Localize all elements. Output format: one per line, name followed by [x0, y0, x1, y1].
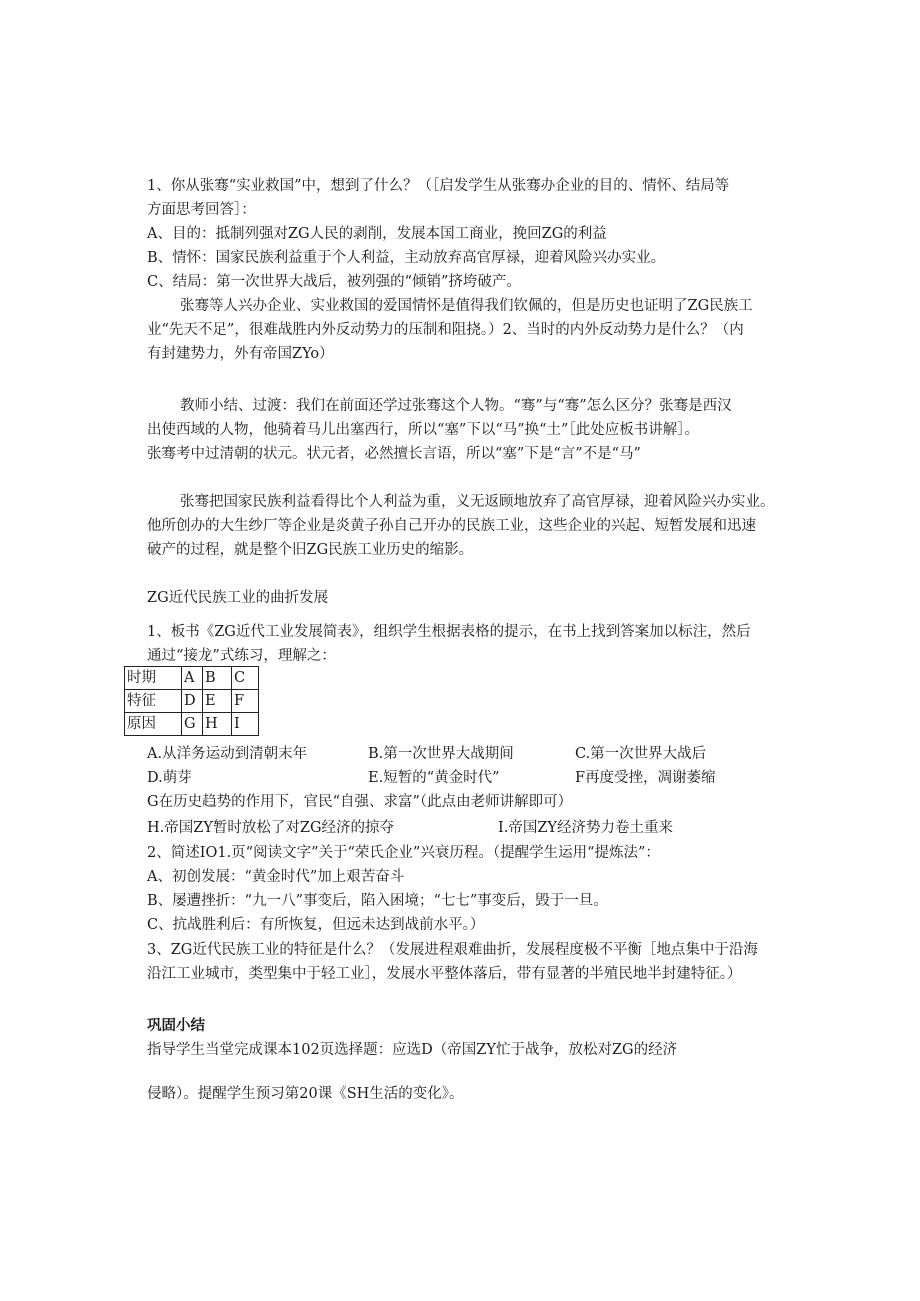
q1-paragraph-line-1: 张骞等人兴办企业、实业救国的爱国情怀是值得我们钦佩的，但是历史也证明了ZG民族工 [180, 298, 753, 314]
table-cell: I [232, 713, 259, 736]
table-cell: B [203, 667, 232, 690]
table-row [125, 667, 259, 690]
item2-answer-c: C、抗战胜利后：有所恢复，但远未达到战前水平。） [147, 917, 485, 933]
option-a: A.从洋务运动到清朝末年 [147, 746, 308, 762]
option-f: F再度受挫，凋谢萎缩 [575, 770, 716, 786]
table-cell: C [232, 667, 259, 690]
summary-line-3: 破产的过程，就是整个旧ZG民族工业历史的缩影。 [147, 542, 474, 558]
table-cell: A [182, 667, 203, 690]
item3-line-2: 沿江工业城市，类型集中于轻工业］，发展水平整体落后，带有显著的半殖民地半封建特征。） [147, 966, 742, 982]
table-cell: G [182, 713, 203, 736]
item3-line-1: 3、ZG近代民族工业的特征是什么？（发展进程艰难曲折，发展程度极不平衡［地点集中于沿海 [147, 942, 758, 958]
option-d: D.萌芽 [147, 770, 192, 786]
q1-paragraph-line-3: 有封建势力，外有帝国ZYo） [147, 346, 334, 362]
option-b: B.第一次世界大战期间 [368, 746, 514, 762]
teacher-summary-line-1: 教师小结、过渡：我们在前面还学过张骞这个人物。“骞”与“骞”怎么区分？张骞是西汉 [180, 398, 732, 414]
q1-answer-b: B、情怀：国家民族利益重于个人利益，主动放弃高官厚禄，迎着风险兴办实业。 [147, 250, 666, 266]
table-cell: F [232, 690, 259, 713]
item1-line-1: 1、板书《ZG近代工业发展简表》，组织学生根据表格的提示，在书上找到答案加以标注，然后 [147, 624, 751, 640]
summary-line-2: 他所创办的大生纱厂等企业是炎黄子孙自己开办的民族工业，这些企业的兴起、短暂发展和迅速 [147, 518, 756, 534]
table-cell: E [203, 690, 232, 713]
q1-answer-a: A、目的：抵制列强对ZG人民的剥削，发展本国工商业，挽回ZG的利益 [147, 226, 607, 242]
summary-line-1: 张骞把国家民族利益看得比个人利益为重，义无返顾地放弃了高官厚禄，迎着风险兴办实业。 [180, 494, 775, 510]
teacher-summary-line-3: 张骞考中过清朝的状元。状元者，必然擅长言语，所以“塞”下是“言”不是“马” [147, 446, 641, 462]
consolidate-line-1: 指导学生当堂完成课本102页选择题：应选D（帝国ZY忙于战争，放松对ZG的经济 [147, 1042, 678, 1058]
option-h: H.帝国ZY暂时放松了对ZG经济的掠夺 [147, 820, 395, 836]
teacher-summary-line-2: 出使西域的人物，他骑着马儿出塞西行，所以“塞”下以“马”换“土”［此处应板书讲解］。 [147, 422, 699, 438]
industry-development-table [124, 666, 259, 736]
consolidate-title: 巩固小结 [147, 1017, 205, 1034]
table-cell: 时期 [125, 667, 182, 690]
option-i: I.帝国ZY经济势力卷土重来 [498, 820, 673, 836]
option-e: E.短暂的“黄金时代” [368, 770, 500, 786]
table-cell: 原因 [125, 713, 182, 736]
option-g: G在历史趋势的作用下，官民“自强、求富”（此点由老师讲解即可） [147, 794, 573, 810]
item1-line-2: 通过“接龙”式练习，理解之： [147, 648, 336, 664]
q1-paragraph-line-2: 业“先天不足”，很难战胜内外反动势力的压制和阻挠。）2、当时的内外反动势力是什么？（内 [147, 322, 744, 338]
table-cell: 特征 [125, 690, 182, 713]
q1-line-1: 1、你从张骞“实业救国”中，想到了什么？（［启发学生从张骞办企业的目的、情怀、结局等 [147, 178, 730, 194]
item2-answer-b: B、屡遭挫折：“九一八”事变后，陷入困境；“七七”事变后，毁于一旦。 [147, 893, 608, 909]
consolidate-line-2: 侵略）。提醒学生预习第20课《SH生活的变化》。 [147, 1086, 464, 1102]
item2-line-1: 2、简述IO1.页“阅读文字”关于“荣氏企业”兴衰历程。（提醒学生运用“提炼法”： [147, 845, 660, 861]
option-c: C.第一次世界大战后 [575, 746, 707, 762]
table-row [125, 690, 259, 713]
section-title: ZG近代民族工业的曲折发展 [147, 590, 329, 606]
table-cell: D [182, 690, 203, 713]
table-cell: H [203, 713, 232, 736]
q1-answer-c: C、结局：第一次世界大战后，被列强的“倾销”挤垮破产。 [147, 274, 521, 290]
table-row [125, 713, 259, 736]
item2-answer-a: A、初创发展：“黄金时代”加上艰苦奋斗 [147, 869, 405, 885]
q1-line-2: 方面思考回答］： [147, 202, 256, 218]
